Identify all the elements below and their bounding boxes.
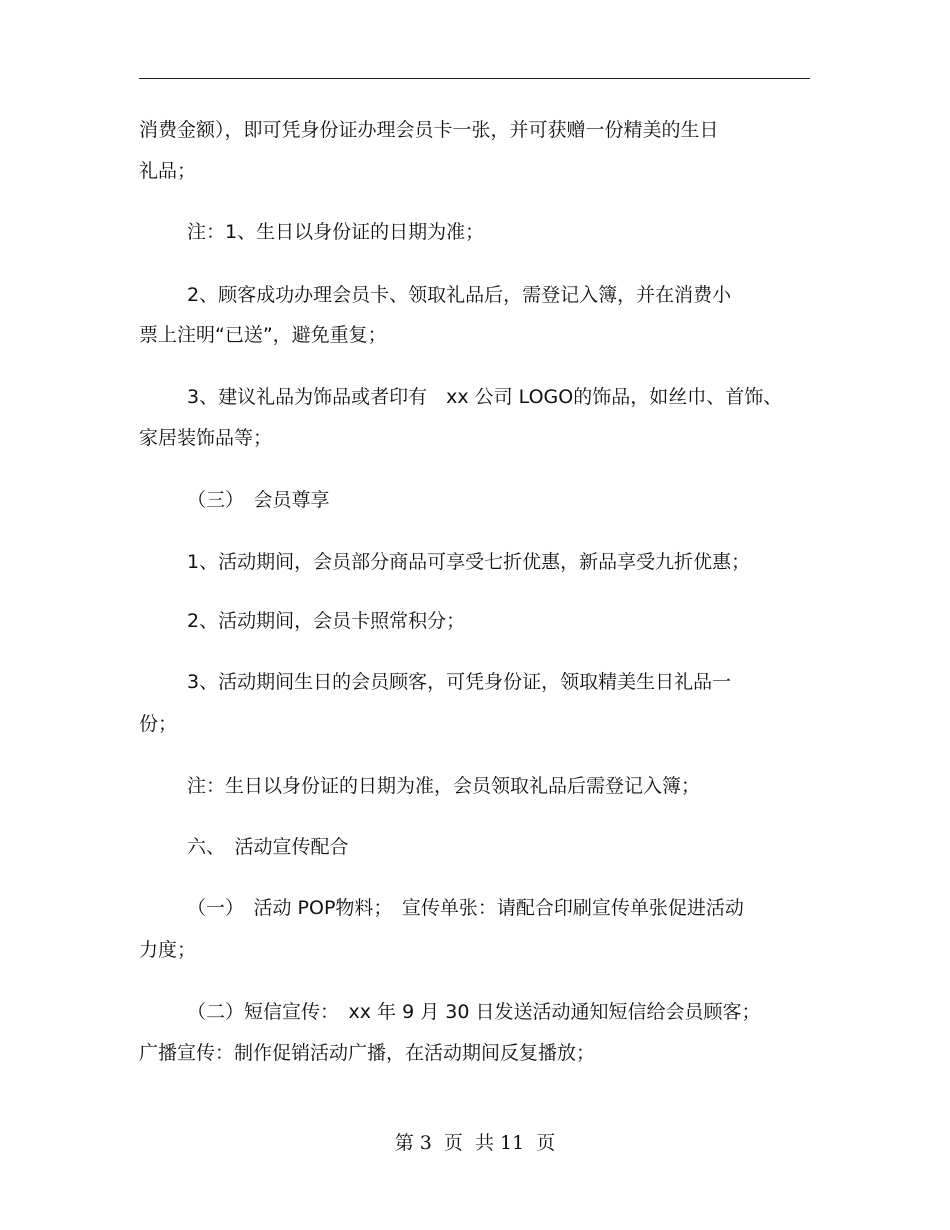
section-heading: （三） 会员尊享 bbox=[187, 489, 330, 511]
text-line: 份； bbox=[139, 713, 178, 735]
note-line: 注：生日以身份证的日期为准，会员领取礼品后需登记入簿； bbox=[187, 775, 701, 797]
text-line: 力度； bbox=[139, 939, 197, 961]
text-line: 家居装饰品等； bbox=[139, 427, 273, 449]
text-line: （二）短信宣传： xx 年 9 月 30 日发送活动通知短信给会员顾客； bbox=[187, 1001, 761, 1023]
text-line: 票上注明“已送”，避免重复； bbox=[139, 324, 387, 346]
list-item: 3、活动期间生日的会员顾客，可凭身份证，领取精美生日礼品一 bbox=[187, 671, 732, 693]
list-item: 2、活动期间，会员卡照常积分； bbox=[187, 610, 466, 632]
note-line: 注：1、生日以身份证的日期为准； bbox=[187, 221, 485, 243]
text-line: 广播宣传：制作促销活动广播，在活动期间反复播放； bbox=[139, 1042, 596, 1064]
section-heading: 六、 活动宣传配合 bbox=[187, 836, 349, 858]
text-line: （一） 活动 POP物料； 宣传单张：请配合印刷宣传单张促进活动 bbox=[187, 897, 744, 919]
text-line: 消费金额），即可凭身份证办理会员卡一张，并可获赠一份精美的生日 bbox=[139, 119, 719, 141]
page-footer: 第 3 页 共 11 页 bbox=[394, 1132, 556, 1154]
text-line: 礼品； bbox=[139, 160, 197, 182]
list-item: 1、活动期间，会员部分商品可享受七折优惠，新品享受九折优惠； bbox=[187, 551, 751, 573]
header-rule bbox=[139, 78, 810, 79]
text-line: 2、顾客成功办理会员卡、领取礼品后，需登记入簿，并在消费小 bbox=[187, 284, 732, 306]
text-line: 3、建议礼品为饰品或者印有 xx 公司 LOGO的饰品，如丝巾、首饰、 bbox=[187, 386, 783, 408]
